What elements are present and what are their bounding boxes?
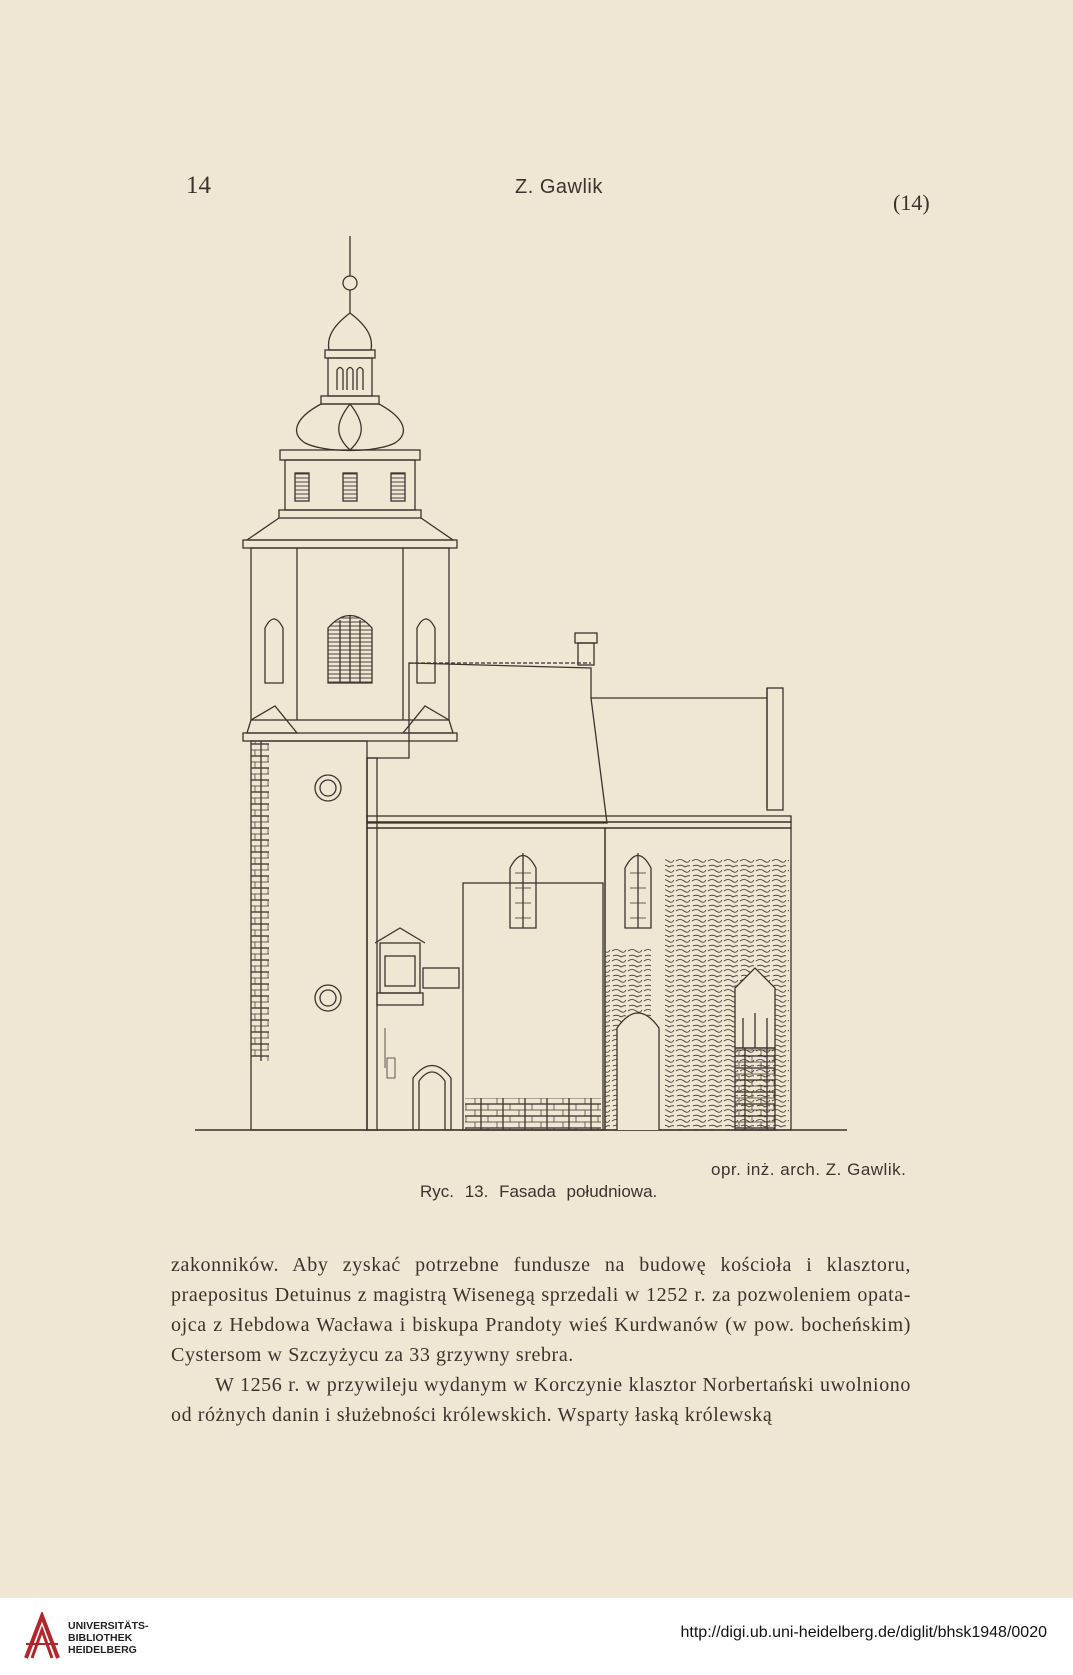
library-name-line-2: BIBLIOTHEK — [68, 1632, 133, 1644]
church-facade-drawing — [195, 228, 935, 1138]
paragraph-1: zakonników. Aby zyskać potrzebne fundusze na budowę kościoła i klasztoru, praepositus Detuinus z magistrą Wisenegą sprzedali w 1252 r. za pozwoleniem opata-ojca z Hebdowa Wacława i biskupa Prandoty wieś Kurdwanów (w pow. bocheńskim) Cystersom w Szczyżycu za 33 grzywny srebra. — [171, 1254, 911, 1366]
running-head-author: Z. Gawlik — [515, 176, 603, 198]
library-name-line-3: HEIDELBERG — [68, 1644, 137, 1656]
figure-caption: Ryc. 13. Fasada południowa. — [420, 1182, 658, 1201]
permalink-url[interactable]: http://digi.ub.uni-heidelberg.de/diglit/bhsk1948/0020 — [680, 1624, 1047, 1641]
university-library-logo-icon — [22, 1612, 62, 1662]
viewer-footer — [0, 1598, 1073, 1675]
paragraph-2: W 1256 r. w przywileju wydanym w Korczynie klasztor Norbertański uwolniono od różnych danin i służebności królewskich. Wsparty łaską królewską — [171, 1374, 911, 1426]
drawing-credit: opr. inż. arch. Z. Gawlik. — [711, 1160, 907, 1179]
body-text — [171, 1250, 911, 1430]
page-number: 14 — [186, 172, 211, 199]
facade-line-art — [195, 228, 935, 1138]
library-name — [68, 1620, 149, 1656]
section-number: (14) — [893, 190, 930, 215]
library-name-line-1: UNIVERSITÄTS- — [68, 1620, 149, 1632]
